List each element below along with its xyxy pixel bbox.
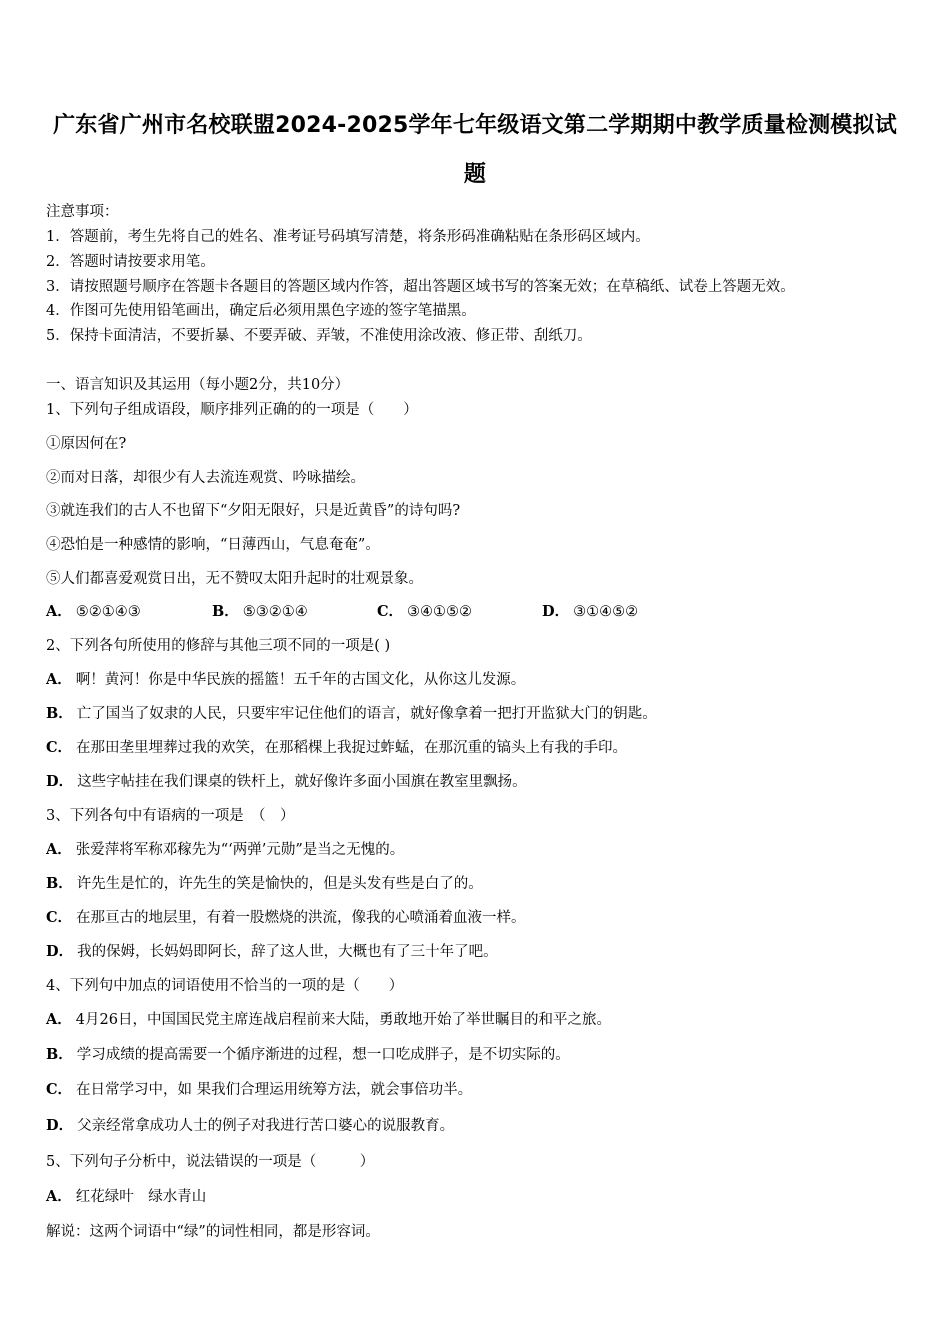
exam-title-line-2: 题 [463, 162, 487, 187]
q3-stem: 3、下列各句中有语病的一项是 （ ） [46, 808, 295, 824]
q1-option-d: D． ③①④⑤② [542, 603, 639, 620]
notice-item: 2．答题时请按要求用笔。 [46, 254, 215, 270]
q5-stem: 5、下列句子分析中，说法错误的一项是（ ） [46, 1154, 375, 1170]
q4-option-a: A． 4月26日，中国国民党主席连战启程前来大陆，勇敢地开始了举世瞩目的和平之旅。 [46, 1011, 611, 1028]
q5-option-a: A． 红花绿叶 绿水青山 [46, 1188, 207, 1205]
notice-item: 1．答题前，考生先将自己的姓名、准考证号码填写清楚，将条形码准确粘贴在条形码区域内。 [46, 229, 650, 245]
q1-option-c: C． ③④①⑤② [377, 603, 473, 620]
q1-sentence: ⑤人们都喜爱观赏日出，无不赞叹太阳升起时的壮观景象。 [46, 571, 423, 587]
q2-stem: 2、下列各句所使用的修辞与其他三项不同的一项是( ) [46, 638, 391, 654]
q2-option-d: D． 这些字帖挂在我们课桌的铁杆上，就好像许多面小国旗在教室里飘扬。 [46, 773, 527, 790]
notice-item: 4．作图可先使用铅笔画出，确定后必须用黑色字迹的签字笔描黑。 [46, 303, 476, 319]
q3-option-d: D． 我的保姆，长妈妈即阿长，辞了这人世，大概也有了三十年了吧。 [46, 943, 498, 960]
q5-explanation: 解说：这两个词语中“绿”的词性相同，都是形容词。 [46, 1224, 380, 1240]
q4-option-c: C． 在日常学习中，如 果我们合理运用统筹方法，就会事倍功半。 [46, 1081, 473, 1098]
q4-option-d: D． 父亲经常拿成功人士的例子对我进行苦口婆心的说服教育。 [46, 1117, 455, 1134]
q1-sentence: ③就连我们的古人不也留下“夕阳无限好，只是近黄昏”的诗句吗? [46, 503, 461, 519]
q4-stem: 4、下列句中加点的词语使用不恰当的一项的是（ ） [46, 978, 404, 994]
section-heading: 一、语言知识及其运用（每小题2分，共10分） [46, 377, 350, 393]
q1-stem: 1、下列句子组成语段，顺序排列正确的的一项是（ ） [46, 402, 418, 418]
q1-option-b: B． ⑤③②①④ [212, 603, 308, 620]
q2-option-c: C． 在那田垄里埋葬过我的欢笑，在那稻棵上我捉过蚱蜢，在那沉重的镐头上有我的手印。 [46, 739, 628, 756]
q1-sentence: ①原因何在? [46, 436, 127, 452]
q3-option-c: C． 在那亘古的地层里，有着一股燃烧的洪流，像我的心喷涌着血液一样。 [46, 909, 526, 926]
q2-option-b: B． 亡了国当了奴隶的人民，只要牢牢记住他们的语言，就好像拿着一把打开监狱大门的钥匙。 [46, 705, 657, 722]
q1-option-a: A． ⑤②①④③ [46, 603, 141, 620]
q1-sentence: ④恐怕是一种感情的影响，“日薄西山，气息奄奄”。 [46, 537, 380, 553]
notice-header: 注意事项： [46, 204, 119, 220]
q3-option-a: A． 张爱萍将军称邓稼先为“‘两弹’元勋”是当之无愧的。 [46, 841, 405, 858]
q4-option-b: B． 学习成绩的提高需要一个循序渐进的过程，想一口吃成胖子，是不切实际的。 [46, 1046, 570, 1063]
notice-item: 3．请按照题号顺序在答题卡各题目的答题区域内作答，超出答题区域书写的答案无效；在草稿纸、试卷上答题无效。 [46, 279, 795, 295]
q3-option-b: B． 许先生是忙的，许先生的笑是愉快的，但是头发有些是白了的。 [46, 875, 483, 892]
exam-title-line-1: 广东省广州市名校联盟2024-2025学年七年级语文第二学期期中教学质量检测模拟试 [53, 113, 897, 138]
notice-item: 5．保持卡面清洁，不要折暴、不要弄破、弄皱，不准使用涂改液、修正带、刮纸刀。 [46, 328, 592, 344]
q2-option-a: A． 啊！黄河！你是中华民族的摇篮！五千年的古国文化，从你这儿发源。 [46, 671, 526, 688]
q1-sentence: ②而对日落，却很少有人去流连观赏、吟咏描绘。 [46, 470, 365, 486]
